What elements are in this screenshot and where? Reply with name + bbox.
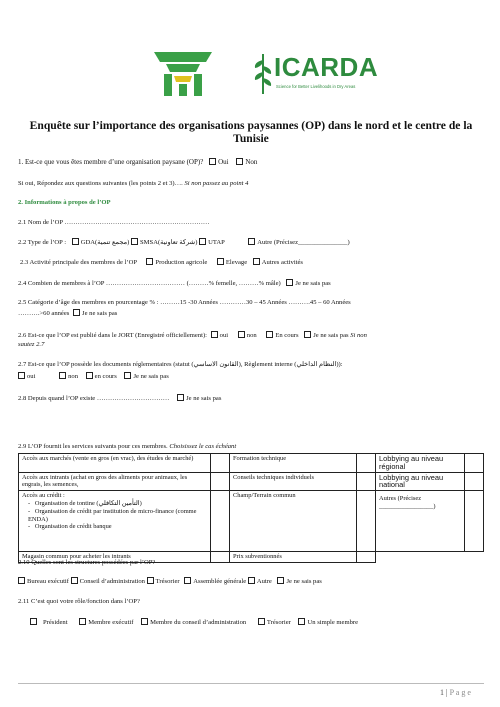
q2-6-encours-label: En cours — [275, 332, 299, 339]
footer-separator: | — [446, 688, 450, 697]
service-cell: Prix subventionnés — [230, 552, 357, 563]
section2-heading: 2. Informations à propos de l’OP — [18, 199, 111, 206]
q2-6-note2: sautez 2.7 — [18, 341, 45, 348]
service-checkbox[interactable] — [211, 552, 230, 563]
q2-7-label: 2.7 Est-ce que l’OP possède les documents réglementaires (statut (القانون الاساسي), Règlement interne (النظام الداخلي)): — [18, 361, 343, 368]
tresorier-role-checkbox[interactable] — [258, 618, 265, 625]
table-row — [19, 472, 484, 491]
q2-7-nsp-label: Je ne sais pas — [133, 373, 169, 380]
q2-6-label: 2.6 Est-ce que l’OP est publié dans le JORT (Enregistré officiellement): — [18, 332, 208, 339]
page-footer — [440, 689, 471, 697]
option-label: Trésorier — [155, 578, 180, 585]
option-label: Trésorier — [266, 619, 291, 626]
credit-list — [22, 500, 207, 531]
q2-5-nsp-label: Je ne sais pas — [82, 310, 118, 317]
conseil-admin-checkbox[interactable] — [71, 577, 78, 584]
q2-2-label: 2.2 Type de l’OP : — [18, 239, 67, 246]
gda-checkbox[interactable] — [72, 238, 79, 245]
service-cell: Champ/Terrain commun — [230, 491, 357, 552]
q2-7-encours-label: en cours — [94, 373, 117, 380]
q2-7-non-label: non — [68, 373, 78, 380]
q2-7-row — [18, 372, 169, 381]
q2-1-label: 2.1 Nom de l’OP ………………………………………………………… — [18, 219, 210, 226]
q2-5-line1: 2.5 Catégorie d’âge des membres en pourcentage % : ………15 -30 Années …………30 – 45 Années ……….45 – 60 Années — [18, 299, 351, 306]
q2-6-row — [18, 331, 367, 340]
icarda-tagline: Science for Better Livelihoods in Dry Areas — [276, 84, 356, 89]
q2-8-nsp-label: Je ne sais pas — [186, 395, 222, 402]
q1-oui-label: Oui — [218, 158, 229, 166]
service-cell: Autres (Précisez _________________) — [376, 491, 465, 552]
simple-membre-checkbox[interactable] — [298, 618, 305, 625]
q2-11-options — [30, 618, 358, 627]
page-title: Enquête sur l’importance des organisations paysannes (OP) dans le nord et le centre de la Tunisie — [29, 119, 473, 145]
option-label: Un simple membre — [307, 619, 359, 626]
q2-9-instruction: Choisissez le cas échéant — [169, 443, 237, 450]
service-checkbox[interactable] — [211, 491, 230, 552]
q2-6-oui-checkbox[interactable] — [211, 331, 218, 338]
q2-2-row — [18, 238, 350, 247]
credit-item: - Organisation de crédit banque — [28, 523, 112, 531]
q2-11-label: 2.11 C’est quoi votre rôle/fonction dans l’OP? — [18, 598, 140, 605]
q2-6-nsp-label: Je ne sais pas — [313, 332, 349, 339]
q1-note-italic: Si non passez au point 4 — [184, 180, 249, 187]
service-checkbox[interactable] — [211, 472, 230, 491]
q2-10-options — [18, 577, 322, 586]
q2-8-label: 2.8 Depuis quand l’OP existe …………………………… — [18, 395, 170, 402]
q1-label: 1. Est-ce que vous êtes membre d’une organisation paysane (OP)? — [18, 158, 204, 166]
service-checkbox[interactable] — [211, 454, 230, 473]
service-cell: Accès aux marchés (vente en gros (en vrac), des études de marché) — [19, 454, 211, 473]
q1-note — [18, 180, 248, 188]
q2-6-nsp-checkbox[interactable] — [304, 331, 311, 338]
option-label: Je ne sais pas — [286, 578, 322, 585]
q2-6-note: Si non — [350, 332, 367, 339]
smsa-label: SMSA(شركة تعاونية) — [140, 239, 198, 246]
page-number: 1 — [440, 688, 444, 697]
q2-3-row — [20, 258, 303, 267]
credit-item: - Organisation de crédit par institution de micro-finance (comme ENDA) — [28, 507, 197, 523]
q1-note-text: Si oui, Répondez aux questions suivantes (les points 2 et 3)…. — [18, 180, 183, 187]
q2-5-line2-text: ……….>60 années — [18, 310, 70, 317]
service-cell: Lobbying au niveau régional — [376, 454, 465, 473]
q2-10-label: 2.10 Quelles sont les structures possédées par l’OP? — [18, 559, 156, 566]
utap-label: UTAP — [208, 239, 225, 246]
service-checkbox[interactable] — [357, 491, 376, 552]
service-cell: Formation technique — [230, 454, 357, 473]
credit-item: - Organisation de tontine (التأمين التكافلي) — [28, 499, 142, 507]
q1-oui-checkbox[interactable] — [209, 158, 216, 165]
president-checkbox[interactable] — [30, 618, 37, 625]
q2-9-label: 2.9 L’OP fournit les services suivants pour ces membres. — [18, 443, 168, 450]
q2-6-non-label: non — [246, 332, 257, 339]
q1-non-checkbox[interactable] — [236, 158, 243, 165]
tresorier-checkbox[interactable] — [147, 577, 154, 584]
footer-divider — [18, 683, 484, 684]
q2-8-row — [18, 394, 221, 403]
option-label: Président — [43, 619, 68, 626]
q2-5-line2 — [18, 309, 117, 318]
membre-conseil-checkbox[interactable] — [141, 618, 148, 625]
q2-8-nsp-checkbox[interactable] — [177, 394, 184, 401]
credit-title: Accès au crédit : — [22, 492, 65, 500]
q2-4-row — [18, 279, 331, 288]
service-checkbox[interactable] — [357, 552, 376, 563]
utap-checkbox[interactable] — [199, 238, 206, 245]
table-row — [19, 491, 484, 552]
op-logo — [150, 50, 216, 98]
option-label: Membre exécutif — [88, 619, 134, 626]
q2-5-nsp-checkbox[interactable] — [73, 309, 80, 316]
q2-7-encours-checkbox[interactable] — [86, 372, 93, 379]
service-cell: Accès aux intrants (achat en gros des aliments pour animaux, les engrais, les semences, — [19, 472, 211, 491]
option-label: Autre — [256, 578, 272, 585]
page-word: P a g e — [449, 688, 471, 697]
icarda-name: ICARDA — [274, 52, 379, 82]
service-cell: Conseils techniques individuels — [230, 472, 357, 491]
service-cell: Magasin commun pour acheter les intrants — [19, 552, 211, 563]
q2-4-nsp-checkbox[interactable] — [286, 279, 293, 286]
gda-label: GDA(مجمع تنمية) — [80, 239, 130, 246]
table-row — [19, 454, 484, 473]
autres-activites-checkbox[interactable] — [253, 258, 260, 265]
elevage-checkbox[interactable] — [217, 258, 224, 265]
service-checkbox[interactable] — [357, 454, 376, 473]
option-label: Assemblée générale — [193, 578, 247, 585]
structure-nsp-checkbox[interactable] — [277, 577, 284, 584]
smsa-checkbox[interactable] — [131, 238, 138, 245]
q2-7-non-checkbox[interactable] — [59, 372, 66, 379]
service-checkbox[interactable] — [357, 472, 376, 491]
q2-4-nsp-label: Je ne sais pas — [295, 280, 331, 287]
q2-6-non-checkbox[interactable] — [238, 331, 245, 338]
q2-6-encours-checkbox[interactable] — [266, 331, 273, 338]
q2-4-label: 2.4 Combien de membres à l’OP ……………………………… (………% femelle, ………% mâle) — [18, 280, 281, 287]
service-checkbox[interactable] — [465, 472, 484, 491]
service-checkbox[interactable] — [465, 491, 484, 552]
q2-9-heading — [18, 443, 236, 451]
option-label: Membre du conseil d’administration — [150, 619, 247, 626]
autre-type-checkbox[interactable] — [248, 238, 255, 245]
icarda-logo — [250, 50, 379, 98]
q2-3-label: 2.3 Activité principale des membres de l’OP — [20, 259, 137, 266]
q2-7-nsp-checkbox[interactable] — [124, 372, 131, 379]
prod-agricole-checkbox[interactable] — [146, 258, 153, 265]
option-label: Bureau exécutif — [27, 578, 69, 585]
assemblee-generale-checkbox[interactable] — [184, 577, 191, 584]
q2-6-oui-label: oui — [219, 332, 229, 339]
q2-7-oui-label: oui — [27, 373, 36, 380]
q2-7-oui-checkbox[interactable] — [18, 372, 25, 379]
autre-structure-checkbox[interactable] — [248, 577, 255, 584]
service-cell: Lobbying au niveau national — [376, 472, 465, 491]
option-label: Conseil d’administration — [79, 578, 145, 585]
autre-type-label: Autre (Précisez_______________) — [257, 239, 350, 246]
membre-executif-checkbox[interactable] — [79, 618, 86, 625]
autres-activites-label: Autres activités — [261, 259, 303, 266]
q1-non-label: Non — [245, 158, 258, 166]
q1-row — [18, 158, 257, 166]
credit-cell — [19, 491, 211, 552]
prod-agricole-label: Production agricole — [155, 259, 208, 266]
service-checkbox[interactable] — [465, 454, 484, 473]
services-table — [18, 453, 484, 563]
elevage-label: Elevage — [225, 259, 248, 266]
bureau-executif-checkbox[interactable] — [18, 577, 25, 584]
